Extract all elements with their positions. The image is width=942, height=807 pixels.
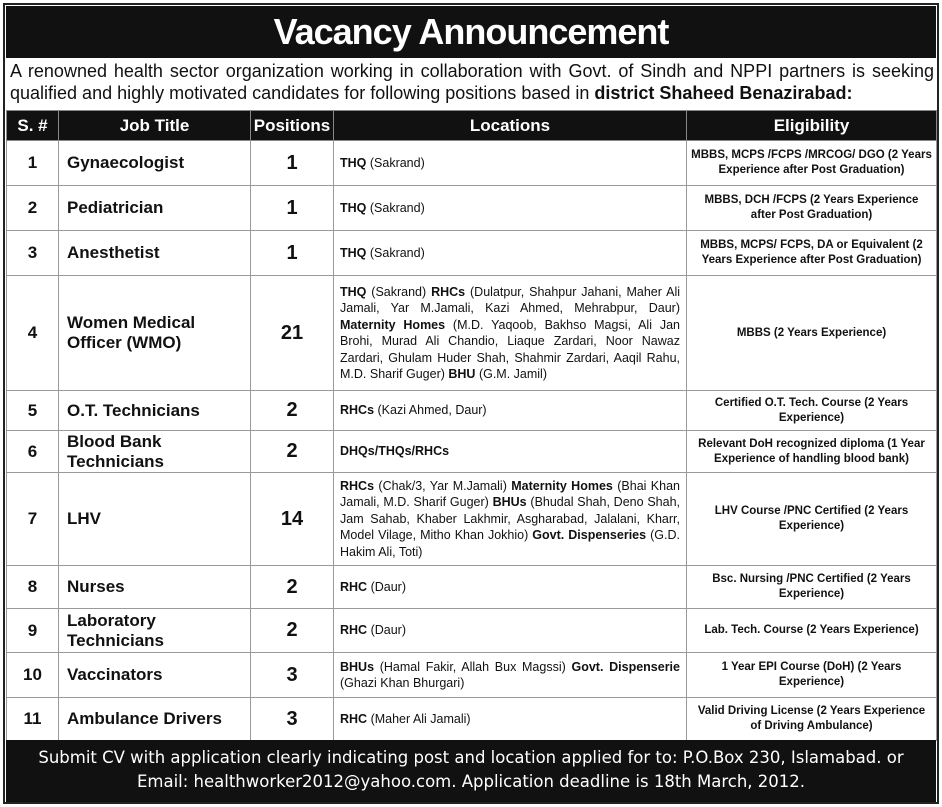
table-row [7, 141, 937, 186]
eligibility: MBBS (2 Years Experience) [687, 276, 937, 391]
locations-cell [334, 566, 687, 609]
facility-names: (Sakrand) [366, 284, 432, 299]
facility-type: DHQs/THQs/RHCs [340, 444, 450, 459]
eligibility: MBBS, DCH /FCPS (2 Years Experience after Post Graduation) [687, 186, 937, 231]
facility-type: THQ [340, 245, 367, 260]
table-row [7, 698, 937, 741]
eligibility: Lab. Tech. Course (2 Years Experience) [687, 609, 937, 653]
job-title: LHV [59, 473, 251, 566]
eligibility: MBBS, MCPS /FCPS /MRCOG/ DGO (2 Years Experience after Post Graduation) [687, 141, 937, 186]
serial-number: 6 [7, 431, 59, 473]
facility-type: Govt. Dispenserie [571, 659, 680, 674]
table-row [7, 609, 937, 653]
locations-cell [334, 473, 687, 566]
job-title: Ambulance Drivers [59, 698, 251, 741]
positions-count: 2 [251, 566, 334, 609]
facility-type: RHCs [340, 403, 375, 418]
header-sn: S. # [7, 111, 59, 141]
header-locations: Locations [334, 111, 687, 141]
facility-names: (Daur) [367, 579, 406, 594]
facility-names: (Hamal Fakir, Allah Bux Magssi) [374, 659, 572, 674]
positions-count: 1 [251, 186, 334, 231]
job-title: Laboratory Technicians [59, 609, 251, 653]
serial-number: 1 [7, 141, 59, 186]
positions-count: 2 [251, 609, 334, 653]
positions-count: 1 [251, 231, 334, 276]
facility-names: (Kazi Ahmed, Daur) [374, 403, 487, 418]
facility-type: BHUs [492, 495, 527, 510]
table-row [7, 431, 937, 473]
eligibility: Certified O.T. Tech. Course (2 Years Experience) [687, 391, 937, 431]
positions-count: 2 [251, 431, 334, 473]
positions-count: 1 [251, 141, 334, 186]
locations-cell [334, 431, 687, 473]
intro-paragraph [10, 60, 934, 104]
locations-cell [334, 276, 687, 391]
facility-names: (G.D. Hakim Ali, Toti) [340, 528, 680, 559]
intro-district: district Shaheed Benazirabad: [594, 83, 853, 103]
table-row [7, 566, 937, 609]
locations-cell [334, 186, 687, 231]
facility-names: (Dulatpur, Shahpur Jahani, Maher Ali Jamali, Yar M.Jamali, Kazi Ahmed, Mehrabpur, Daur) [340, 284, 680, 315]
eligibility: Valid Driving License (2 Years Experience of Driving Ambulance) [687, 698, 937, 741]
facility-type: RHCs [340, 478, 375, 493]
facility-type: Maternity Homes [340, 317, 446, 332]
positions-count: 2 [251, 391, 334, 431]
serial-number: 5 [7, 391, 59, 431]
locations-cell [334, 609, 687, 653]
locations-cell [334, 653, 687, 698]
positions-count: 3 [251, 698, 334, 741]
job-title: Vaccinators [59, 653, 251, 698]
facility-type: RHC [340, 711, 368, 726]
facility-names: (Daur) [367, 623, 406, 638]
table-row [7, 231, 937, 276]
facility-names: (M.D. Yaqoob, Bakhso Magsi, Ali Jan Brohi, Murad Ali Chandio, Liaque Zardari, Noor Nawaz Zardari, Ghulam Huder Shah, Shahmir Zardari, Aaqil Rahu, M.D. Sharif Guger) [340, 317, 680, 381]
eligibility: LHV Course /PNC Certified (2 Years Experience) [687, 473, 937, 566]
facility-names: (Sakrand) [366, 200, 425, 215]
serial-number: 2 [7, 186, 59, 231]
footer-line-1: Submit CV with application clearly indicating post and location applied for to: P.O.Box 230, Islamabad. or [38, 748, 904, 767]
job-title: Nurses [59, 566, 251, 609]
facility-type: THQ [340, 284, 367, 299]
serial-number: 10 [7, 653, 59, 698]
job-title: Pediatrician [59, 186, 251, 231]
facility-names: (Bhai Khan Jamali, M.D. Sharif Guger) [340, 478, 680, 510]
footer-instructions [6, 740, 936, 802]
locations-cell [334, 141, 687, 186]
table-row [7, 276, 937, 391]
table-row [7, 653, 937, 698]
facility-names: (Maher Ali Jamali) [367, 711, 471, 726]
serial-number: 8 [7, 566, 59, 609]
vacancy-table [6, 110, 937, 741]
locations-cell [334, 698, 687, 741]
facility-names: (Sakrand) [366, 245, 425, 260]
facility-type: BHU [448, 367, 476, 381]
locations-cell [334, 391, 687, 431]
job-title: Blood Bank Technicians [59, 431, 251, 473]
facility-names: (Sakrand) [366, 155, 425, 170]
facility-names: (Bhudal Shah, Deno Shah, Jam Sahab, Khaber Lakhmir, Asgharabad, Jalalani, Kharr, Model Vilage, Mitho Khan Jokhio) [340, 495, 680, 543]
table-row [7, 391, 937, 431]
serial-number: 3 [7, 231, 59, 276]
facility-type: THQ [340, 200, 367, 215]
facility-names: (Chak/3, Yar M.Jamali) [374, 478, 512, 493]
job-title: O.T. Technicians [59, 391, 251, 431]
facility-type: BHUs [340, 659, 375, 674]
serial-number: 11 [7, 698, 59, 741]
header-job-title: Job Title [59, 111, 251, 141]
facility-type: Maternity Homes [511, 478, 613, 493]
serial-number: 4 [7, 276, 59, 391]
locations-cell [334, 231, 687, 276]
job-title: Gynaecologist [59, 141, 251, 186]
facility-names: (Ghazi Khan Bhurgari) [340, 676, 465, 690]
page-title: Vacancy Announcement [6, 6, 936, 58]
facility-type: THQ [340, 155, 367, 170]
facility-type: RHC [340, 579, 368, 594]
facility-names: (G.M. Jamil) [475, 367, 547, 381]
eligibility: MBBS, MCPS/ FCPS, DA or Equivalent (2 Years Experience after Post Graduation) [687, 231, 937, 276]
job-title: Anesthetist [59, 231, 251, 276]
table-header-row [7, 111, 937, 141]
intro-text: A renowned health sector organization working in collaboration with Govt. of Sindh and NPPI partners is seeking qualified and highly motivated candidates for following positions based in [10, 61, 934, 103]
table-row [7, 186, 937, 231]
job-title: Women Medical Officer (WMO) [59, 276, 251, 391]
facility-type: RHCs [431, 284, 466, 299]
serial-number: 7 [7, 473, 59, 566]
footer-line-2: Email: healthworker2012@yahoo.com. Application deadline is 18th March, 2012. [136, 772, 806, 791]
facility-type: RHC [340, 623, 368, 638]
table-row [7, 473, 937, 566]
eligibility: Relevant DoH recognized diploma (1 Year Experience of handling blood bank) [687, 431, 937, 473]
header-positions: Positions [251, 111, 334, 141]
eligibility: 1 Year EPI Course (DoH) (2 Years Experience) [687, 653, 937, 698]
serial-number: 9 [7, 609, 59, 653]
positions-count: 14 [251, 473, 334, 566]
header-eligibility: Eligibility [687, 111, 937, 141]
positions-count: 3 [251, 653, 334, 698]
facility-type: Govt. Dispenseries [532, 528, 647, 543]
eligibility: Bsc. Nursing /PNC Certified (2 Years Experience) [687, 566, 937, 609]
positions-count: 21 [251, 276, 334, 391]
